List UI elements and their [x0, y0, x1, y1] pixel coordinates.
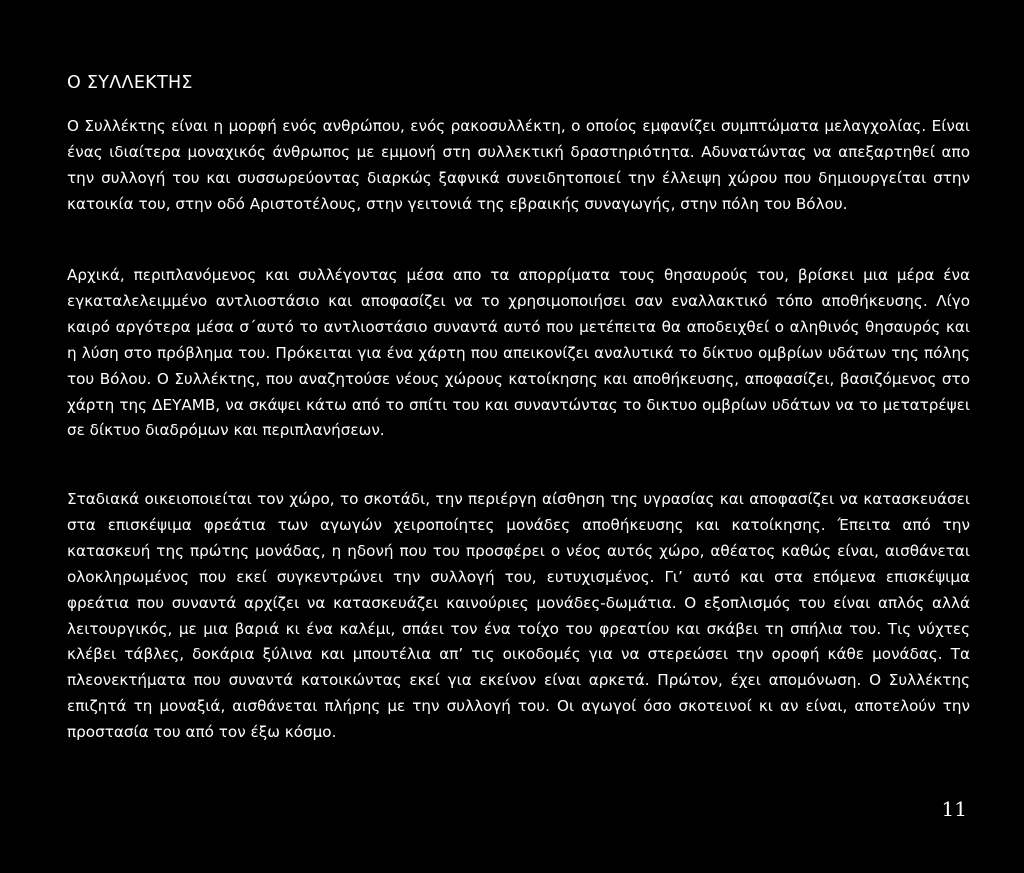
page-title: Ο ΣΥΛΛΕΚΤΗΣ [67, 73, 193, 93]
paragraph-units: Σταδιακά οικειοποιείται τον χώρο, το σκοτάδι, την περιέργη αίσθηση της υγρασίας και αποφασίζει να κατασκευάσει στα επισκέψιμα φρεάτια των αγωγών χειροποίητες μονάδες αποθήκευσης και κατοίκησης. Έπειτα από την κατασκευή της πρώτης μονάδας, η ηδονή που του προσφέρει ο νέος αυτός χώρο, αθέατος καθώς είναι, αισθάνεται ολοκληρωμένος που εκεί συγκεντρώνει την συλλογή του, ευτυχισμένος. Γι’ αυτό και στα επόμενα επισκέψιμα φρεάτια που συναντά αρχίζει να κατασκευάζει καινούριες μονάδες-δωμάτια. Ο εξοπλισμός του είναι απλός αλλά λειτουργικός, με μια βαριά κι ένα καλέμι, σπάει τον ένα τοίχο του φρεατίου και σκάβει τη σπήλια του. Τις νύχτες κλέβει τάβλες, δοκάρια ξύλινα και μπουτέλια απ’ τις οικοδομές για να στερεώσει την οροφή κάθε μονάδας. Τα πλεονεκτήματα που συναντά κατοικώντας εκεί για εκείνον είναι αρκετά. Πρώτον, έχει απομόνωση. Ο Συλλέκτης επιζητά τη μοναξιά, αισθάνεται πλήρης με την συλλογή του. Οι αγωγοί όσο σκοτεινοί κι αν είναι, αποτελούν την προστασία του από τον έξω κόσμο. [67, 490, 970, 742]
page-number: 11 [941, 797, 967, 821]
paragraph-intro: Ο Συλλέκτης είναι η μορφή ενός ανθρώπου, ενός ρακοσυλλέκτη, ο οποίος εμφανίζει συμπτώματα μελαγχολίας. Είναι ένας ιδιαίτερα μοναχικός άνθρωπος με εμμονή στη συλλεκτική δραστηριότητα. Αδυνατώντας να απεξαρτηθεί απο την συλλογή του και συσσωρεύοντας διαρκώς ξαφνικά συνειδητοποιεί την έλλειψη χώρου που δημιουργείται στην κατοικία του, στην οδό Αριστοτέλους, στην γειτονιά της εβραικής συναγωγής, στην πόλη του Βόλου. [67, 117, 970, 213]
paragraph-pumping-station: Αρχικά, περιπλανόμενος και συλλέγοντας μέσα απο τα απορρίματα τους θησαυρούς του, βρίσκει μια μέρα ένα εγκαταλελειμμένο αντλιοστάσιο και αποφασίζει να το χρησιμοποιήσει σαν εναλλακτικό τόπο αποθήκευσης. Λίγο καιρό αργότερα μέσα σ΄αυτό το αντλιοστάσιο συναντά αυτό που μετέπειτα θα αποδειχθεί ο αληθινός θησαυρός και η λύση στο πρόβλημα του. Πρόκειται για ένα χάρτη που απεικονίζει αναλυτικά το δίκτυο ομβρίων υδάτων της πόλης του Βόλου. Ο Συλλέκτης, που αναζητούσε νέους χώρους κατοίκησης και αποθήκευσης, αποφασίζει, βασιζόμενος στο χάρτη της ΔΕΥΑΜΒ, να σκάψει κάτω από το σπίτι του και συναντώντας το δικτυο ομβρίων υδάτων να το μετατρέψει σε δίκτυο διαδρόμων και περιπλανήσεων. [67, 266, 970, 440]
